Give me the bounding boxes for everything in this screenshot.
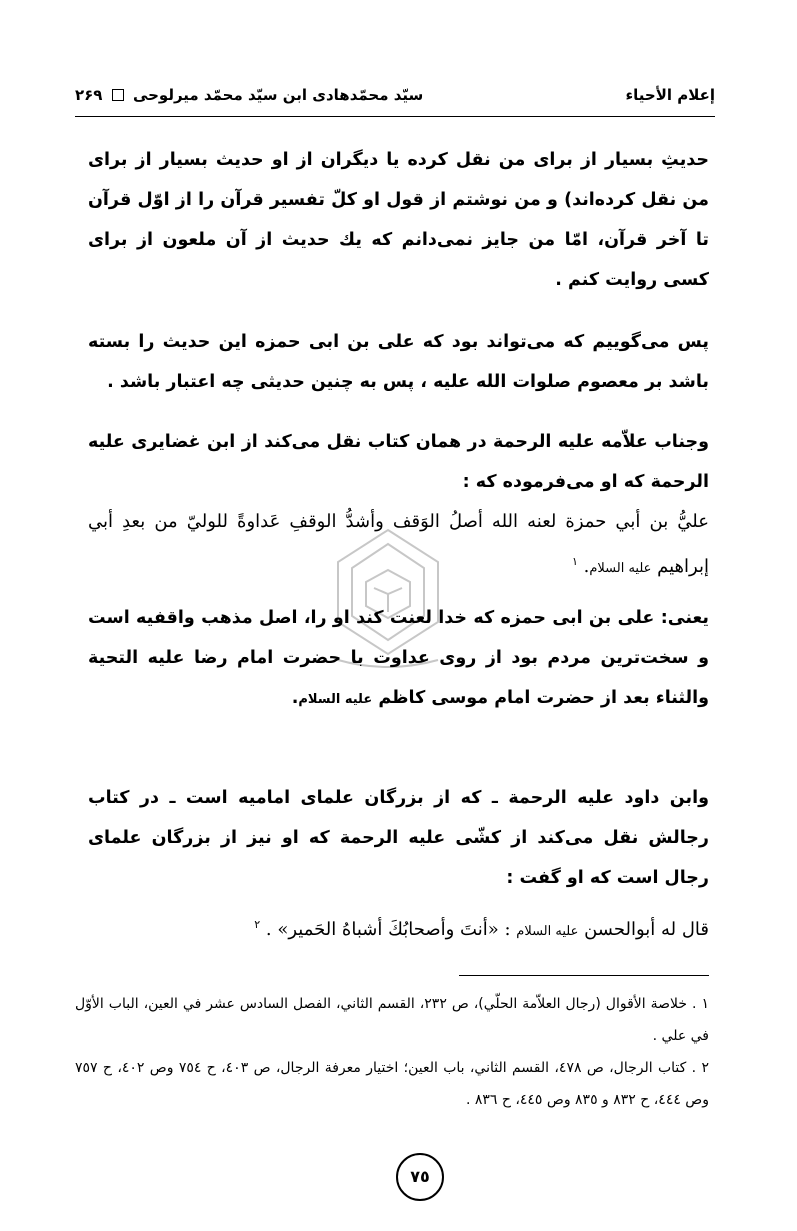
paragraph-2: پس می‌گوييم كه می‌تواند بود كه على بن ابى حمزه اين حديث را بسته باشد بر معصوم صلوات الله عليه ، پس به چنين حديثى چه اعتبار باشد . [88,332,709,392]
paragraph-3: وجناب علاّمه عليه الرحمة در همان كتاب نقل می‌كند از ابن غضايرى عليه الرحمة كه او می‌فرموده كه : [88,432,709,492]
footnote-1: ١ . خلاصة الأقوال (رجال العلاّمة الحلّي)، ص ٢٣٢، القسم الثاني، الفصل السادس عشر في العين، الباب الأوّل في علي . [75,996,709,1044]
footnote-divider [459,975,709,976]
arabic-quote-2 [88,905,709,952]
quote-intro: قال له أبوالحسن [584,919,709,940]
paragraph-6: وابن داود عليه الرحمة ـ كه از بزرگان علماى اماميه است ـ در كتاب رجالش نقل می‌كند از كشّى عليه الرحمة كه او نيز از بزرگان علماى رجال است كه او گفت : [88,788,709,888]
header-page-ref: ۲۶۹ [75,86,103,104]
footnote-ref-2: ٢ [254,918,261,931]
honorific: عليه السلام [298,692,373,707]
square-bullet-icon [112,89,124,101]
honorific: عليه السلام [516,924,579,939]
running-header [75,86,715,112]
arabic-quote-1: عليُّ بن أبي حمزة لعنه الله أصلُ الوَقف وأشدُّ الوقفِ عَداوةً للوليّ من بعدِ أبي إبراهيم عليه السلام. $^١$ [88,511,709,577]
header-author [75,86,423,104]
footnote-2: ٢ . كتاب الرجال، ص ٤٧٨، القسم الثاني، باب العين؛ اختيار معرفة الرجال، ص ٤٠٣، ح ٧٥٤ وص ٤٠٢، ح ٧٥٧ وص ٤٤٤، ح ٨٣٢ و ٨٣٥ وص ٤٤٥، ح ٨٣٦ . [75,1060,709,1108]
footnote-ref-1: ١ [571,555,578,568]
honorific: عليه السلام [589,561,652,576]
footnotes [75,988,709,1116]
book-title: إعلام الأحياء [625,86,715,104]
header-divider [75,116,715,117]
arabic-quote-text: عليُّ بن أبي حمزة لعنه الله أصلُ الوَقف وأشدُّ الوقفِ عَداوةً للوليّ من بعدِ أبي إبراهيم [88,511,709,577]
quote-text: : «أنتَ وأصحابُكَ أشباهُ الحَمير» . [265,919,511,940]
page-number: ٧٥ [396,1153,444,1201]
author-name: سیّد محمّدهادی ابن سیّد محمّد میرلوحی [132,86,424,104]
paragraph-translation: يعنى: على بن ابى حمزه كه خدا لعنت كند او را، اصل مذهب واقفيه است و سخت‌ترين مردم بود از روى عداوت با حضرت امام رضا عليه التحية والثناء بعد از حضرت امام موسى كاظم عليه السلام. [88,608,709,708]
translation-text: يعنى: على بن ابى حمزه كه خدا لعنت كند او را، اصل مذهب واقفيه است و سخت‌ترين مردم بود از روى عداوت با حضرت امام رضا عليه التحية والثناء بعد از حضرت امام موسى كاظم [88,608,709,708]
paragraph-1: حديثِ بسيار از براى من نقل كرده يا ديگران از او حديث بسيار از براى من نقل كرده‌اند) و من نوشتم از قول او كلّ تفسير قرآن را از اوّل قرآن تا آخر قرآن، امّا من جايز نمی‌دانم كه يك حديث از آن ملعون از براى كسى روايت كنم . [88,150,709,290]
